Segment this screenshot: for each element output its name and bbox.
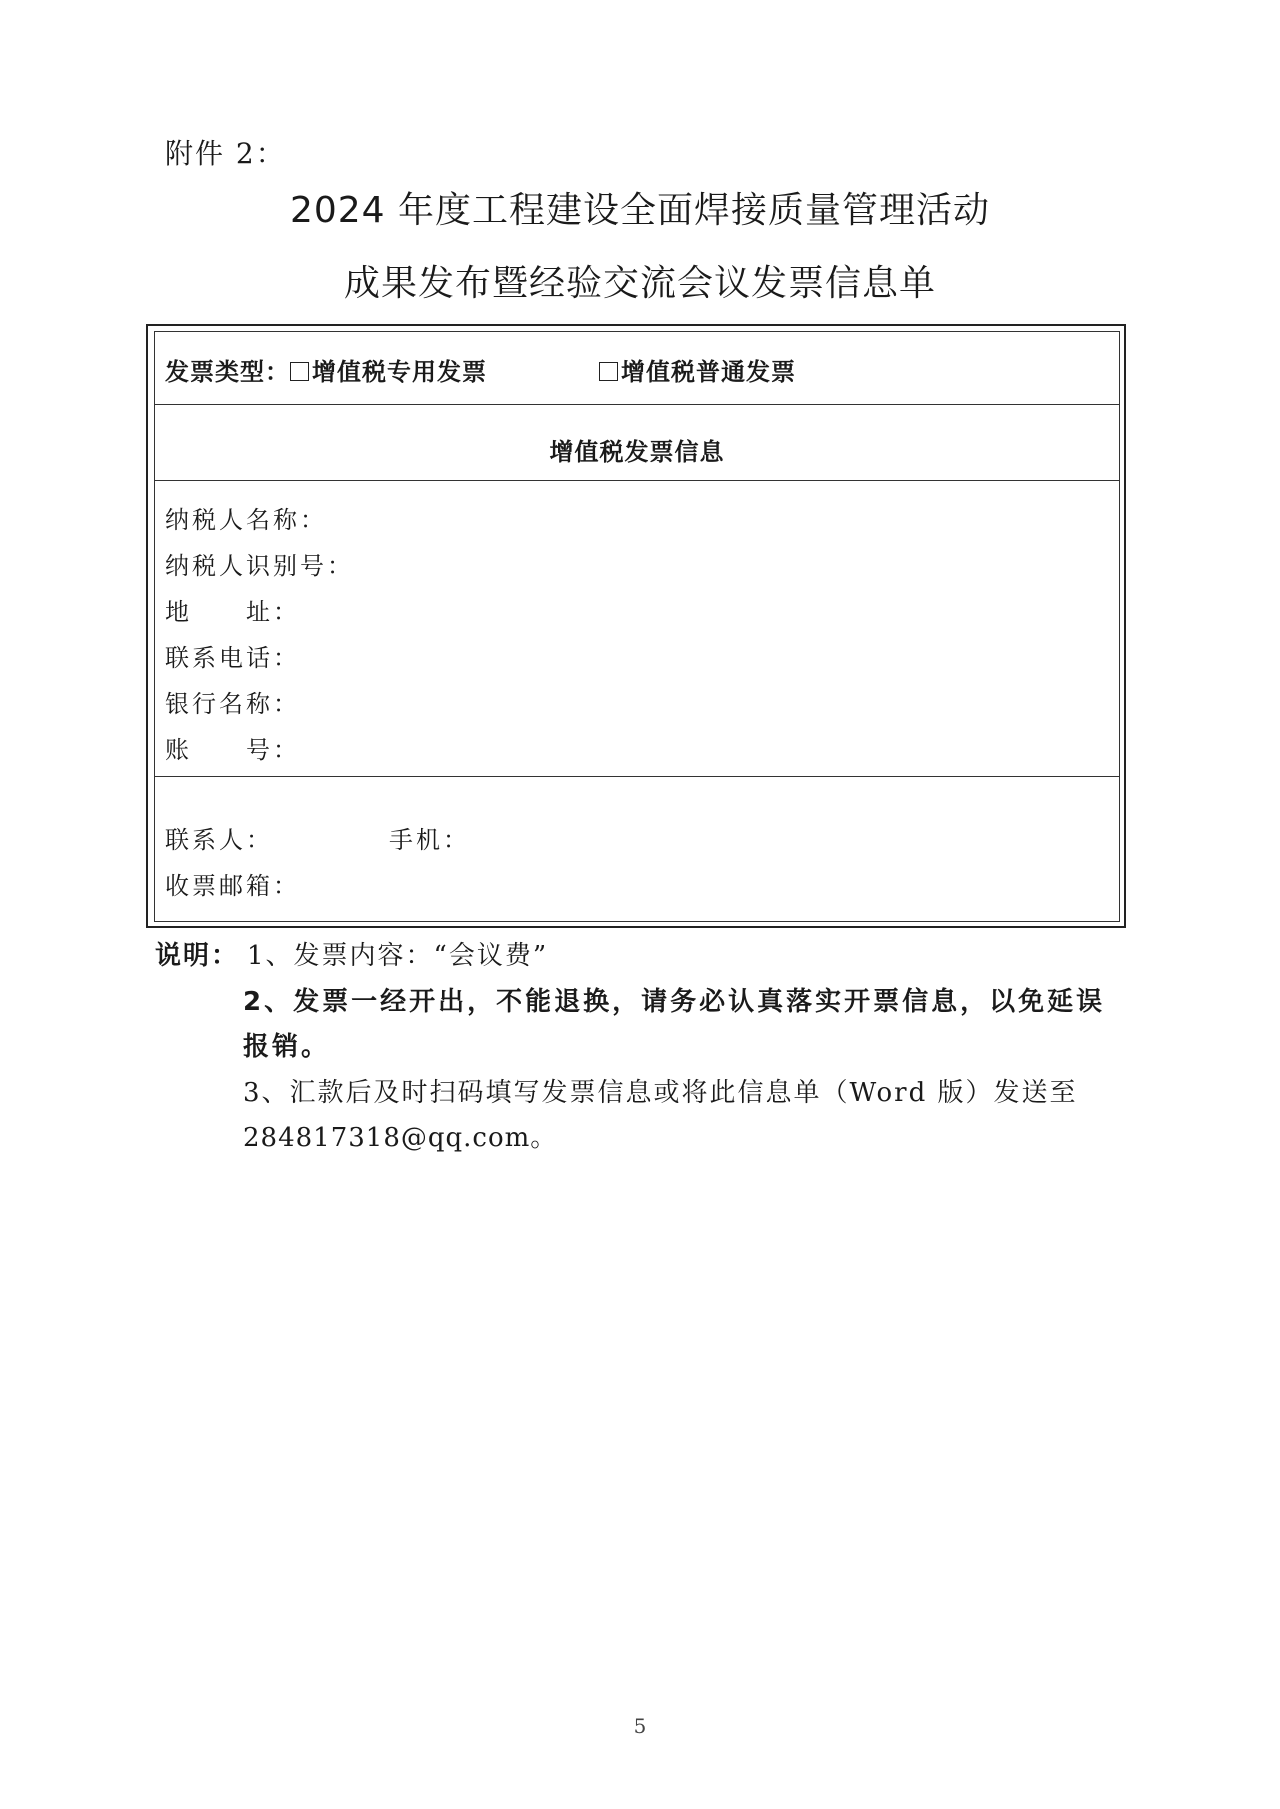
checkbox-normal-invoice[interactable] [599,362,618,381]
field-email[interactable]: 收票邮箱： [165,872,300,900]
note-item-3-line-2[interactable]: 284817318@qq.com。 [243,1123,558,1153]
field-taxpayer-id[interactable]: 纳税人识别号： [165,552,354,580]
attachment-label: 附件 2： [165,137,286,170]
option-special-invoice[interactable] [290,357,487,386]
title-line-2: 成果发布暨经验交流会议发票信息单 [343,263,936,304]
divider-2 [155,480,1119,481]
field-mobile[interactable]: 手机： [389,826,470,854]
option-special-label: 增值税专用发票 [312,357,487,386]
title-line-1: 2024 年度工程建设全面焊接质量管理活动 [289,190,991,231]
field-phone[interactable]: 联系电话： [165,644,300,672]
divider-3 [155,776,1119,777]
note-item-3-line-1: 3、汇款后及时扫码填写发票信息或将此信息单（Word 版）发送至 [243,1078,1078,1108]
field-account[interactable]: 账 号： [165,736,300,764]
note-item-1-text: 1、发票内容：“会议费” [247,941,549,971]
invoice-type-label: 发票类型： [165,357,290,386]
invoice-type-row [165,352,796,387]
form-inner-border [154,331,1120,922]
field-contact-person[interactable]: 联系人： [165,826,273,854]
note-item-1 [155,934,548,979]
page-number: 5 [633,1714,647,1738]
invoice-info-form [146,324,1126,928]
note-item-2-line-2: 报销。 [243,1032,331,1062]
option-normal-invoice[interactable] [599,352,796,387]
notes-label: 说明： [155,941,240,971]
checkbox-special-invoice[interactable] [290,362,309,381]
field-taxpayer-name[interactable]: 纳税人名称： [165,506,327,534]
section-header: 增值税发票信息 [549,437,725,466]
field-bank-name[interactable]: 银行名称： [165,690,300,718]
note-item-2-line-1: 2、发票一经开出，不能退换，请务必认真落实开票信息，以免延误 [243,987,1106,1017]
divider-1 [155,404,1119,405]
option-normal-label: 增值税普通发票 [621,357,796,386]
field-address[interactable]: 地 址： [165,598,300,626]
